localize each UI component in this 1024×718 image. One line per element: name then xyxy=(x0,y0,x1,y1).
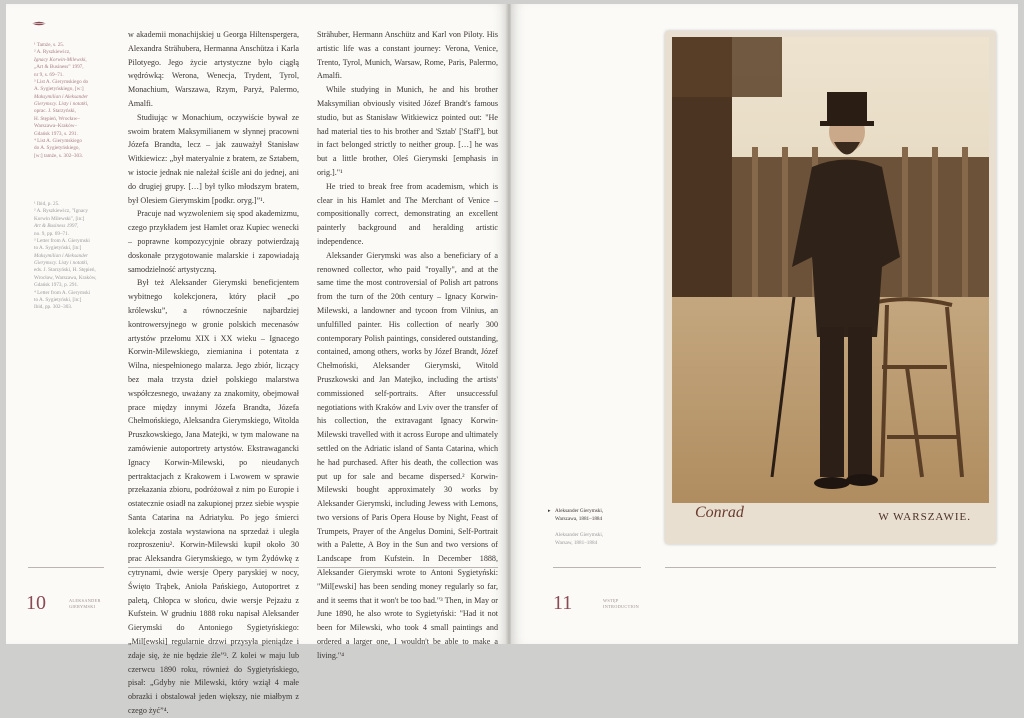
footnotes-english xyxy=(34,201,104,312)
caption-english xyxy=(555,532,645,547)
paragraph: Strähuber, Hermann Anschütz and Karl von Piloty. His artistic life was a constant journey: Verona, Venice, Trento, Tyrol, Munich, Warsaw, Rome, Paris, Palermo, Amalfi. xyxy=(317,30,498,81)
paragraph: Studiując w Monachium, oczywiście bywał ze swoim bratem Maksymilianem w słynnej pracowni Józefa Brandta, lecz – jak zauważył Stanisław Witkiewicz: „był materyalnie z bratem, ze Sztabem, w istocie jednak nie należał ściśle ani do jednej, ani do drugiej grupy. […] był tylko młodszym bratem, był Olesiem Gierymskim [podkr. oryg.]”¹. xyxy=(128,112,299,205)
footnote-line: Ignacy Korwin-Milewski, xyxy=(34,56,87,63)
footnote-line: oprac. J. Starzyński, xyxy=(34,108,76,115)
footnotes-polish xyxy=(34,42,104,160)
caption-line: Aleksander Gierymski, xyxy=(555,508,604,514)
footer-rule xyxy=(28,567,104,568)
footnote-line: [w:] tamże, s. 302–303. xyxy=(34,152,83,159)
footnote-line: ¹ Ibid, p. 25. xyxy=(34,201,60,207)
footnote-line: no. 9, pp. 69–71. xyxy=(34,230,70,237)
footer-rule xyxy=(553,567,641,568)
footnote-line: ⁴ Letter from A. Gierymski xyxy=(34,289,91,296)
footnote-line: Maksymilian i Aleksander xyxy=(34,93,89,100)
footnote-line: ³ List A. Gierymskiego do xyxy=(34,78,89,85)
running-head-line: GIERYMSKI xyxy=(69,604,96,609)
running-head xyxy=(69,598,101,610)
running-head-line: WSTĘP xyxy=(603,598,619,603)
footer-rule xyxy=(665,567,996,568)
paragraph: Aleksander Gierymski was also a beneficiary of a renowned collector, who paid "royally", and at the same time the most controversial of Polish art patrons from the turn of the 20th century – Ignacy Korwin-Milewski, a landowner and tycoon from Vilnius, an unfulfilled painter. His collection of nearly 300 contemporary Polish paintings, considered outstanding, contained, among others, works by Józef Brandt, Józef Chełmoński, Aleksander Gierymski, Witold Pruszkowski and Jan Matejko, including the artists' commissioned self-portraits. After unsuccessful negotiations with Kraków and Lviv over the transfer of his collection, the extravagant Ignacy Korwin-Milewski travelled with it across Europe and ultimately settled on the Adriatic island of Santa Catarina, which he had purchased. After his death, the collection was put up for sale and became dispersed.² Korwin-Milewski bought approximately 30 works by Aleksander Gierymski, including Jewess with Lemons, two versions of Paris Opera House by Night, Feast of Trumpets, Prayer of the Angelus Domini, Self-Portrait with a Palette, A Boy in the Sun and two versions of Landscape from Kufstein. In December 1888, Aleksander Gierymski wrote to Antoni Sygietyński: "Mil[ewski] has been sending money regularly so far, and it seems that it won't be too bad."³ Then, in May or June 1890, he also wrote to Sygietyński: "Had it not been for Milewski, who took 4 small paintings and ordered a larger one, I wouldn't be able to make a living."⁴ xyxy=(317,250,498,660)
footnote-line: Maksymilian i Aleksander xyxy=(34,252,89,259)
running-head-line: INTRODUCTION xyxy=(603,604,640,609)
paragraph: While studying in Munich, he and his brother Maksymilian obviously visited Józef Brandt's famous studio, but as Stanisław Witkiewicz pointed out: "He had material ties to his brother and 'Sztab' ['Staff'], but in fact belonged strictly to neither group. […] he was but a little brother, Oleś Gierymski [emphasis in orig.]."¹ xyxy=(317,85,498,177)
footnote-line: Gdańsk 1973, s. 291. xyxy=(34,130,78,137)
footnote-line: Warszawa–Kraków– xyxy=(34,123,78,130)
left-page xyxy=(6,4,507,716)
footnote-line: Wrocław, Warszawa, Kraków, xyxy=(34,274,97,281)
paragraph: Pracuje nad wyzwoleniem się spod akademizmu, czego przykładem jest Hamlet oraz Kupiec wenecki – poprawne kompozycyjnie obrazy potwierdzają doskonałe przygotowanie malarskie i zapowiadają samodzielność artystyczną. xyxy=(128,209,299,274)
caption-line: Aleksander Gierymski, xyxy=(555,532,604,538)
studio-imprint: W WARSZAWIE. xyxy=(878,511,971,523)
footnote-line: „Art & Business” 1997, xyxy=(34,64,84,71)
footnote-line: ² A. Ryszkiewicz, "Ignacy xyxy=(34,208,89,215)
paragraph: He tried to break free from academism, which is clear in his Hamlet and The Merchant of Venice – compositionally correct, demonstrating an excellent painterly background and heralding artistic independence. xyxy=(317,181,498,246)
footnote-line: A. Sygietyńskiego, [w:] xyxy=(34,86,84,93)
footnote-line: Gdańsk 1973, p. 291. xyxy=(34,282,79,289)
footnote-line: do A. Sygietyńskiego, xyxy=(34,145,80,152)
footer-rule xyxy=(128,567,299,568)
footnote-line: eds. J. Starzyński, H. Stępień, xyxy=(34,267,96,274)
footnote-line: ⁴ List A. Gierymskiego xyxy=(34,137,82,144)
footnote-line: ³ Letter from A. Gierymski xyxy=(34,237,90,244)
footnote-line: Korwin Milewski", [in:] xyxy=(34,215,85,222)
photo-card xyxy=(665,31,996,544)
paragraph: w akademii monachijskiej u Georga Hiltenspergera, Alexandra Strähubera, Hermanna Anschütza i Karla Pilotyego. Jego życie artystyczne było ciągłą wędrówką: Werona, Wenecja, Trydent, Tyrol, Monachium, Warszawa, Rzym, Paryż, Palermo, Amalfi. xyxy=(128,30,299,108)
page-number: 10 xyxy=(26,592,46,614)
footnote-line: to A. Sygietyński, [in:] xyxy=(34,245,82,252)
running-head-line: ALEKSANDER xyxy=(69,598,101,603)
footnote-line: Gierymscy. Listy i notatki, xyxy=(34,101,89,107)
footnote-line: ² A. Ryszkiewicz, xyxy=(34,49,71,56)
portrait-photograph xyxy=(672,37,989,503)
footnote-line: Gierymscy. Listy i notatki, xyxy=(34,260,89,266)
footnote-line: Art & Business 1997, xyxy=(34,223,79,230)
ornament-icon xyxy=(32,21,46,26)
footnote-line: ¹ Tamże, s. 25. xyxy=(34,42,65,48)
photographer-signature: Conrad xyxy=(695,504,744,521)
paragraph: Był też Aleksander Gierymski beneficjentem wybitnego kolekcjonera, który płacił „po królewsku”, a równocześnie najbardziej kontrowersyjnego w gronie polskich mecenasów artystów przełomu XIX i XX wieku – Ignacego Korwin-Milewskiego, ziemianina i potentata z Wilna, niespełnionego malarza. Jego zbiór, liczący bez mała trzysta dzieł polskiego malarstwa współczesnego, uważany za znakomity, obejmował prace między innymi Józefa Brandta, Józefa Chełmońskiego, Aleksandra Gierymskiego, Witolda Pruszkowskiego, Jana Matejki, w tym malowane na zamówienie autoportrety artystów. Ekstrawagancki Ignacy Korwin-Milewski, po nieudanych pertraktacjach z Krakowem i Lwowem w sprawie przekazania zbioru, podróżował z nim po Europie i ostatecznie osiadł na zakupionej przez siebie wyspie Santa Catarina na Adriatyku. Po jego śmierci kolekcja została wystawiona na sprzedaż i uległa rozproszeniu². Korwin-Milewski kupił około 30 prac Aleksandra Gierymskiego, w tym Żydówkę z cytrynami, dwie wersje Opery paryskiej w nocy, Święto Trąbek, Anioła Pańskiego, Autoportret z paletą, Chłopca w słońcu, dwie wersje Pejzażu z Kufstein. W grudniu 1888 roku napisał Aleksander Gierymski do Antoniego Sygietyńskiego: „Mil[ewski] regularnie drzwi przysyła pieniądze i zdaje się, że nie będzie źle”³. Z kolei w maju lub czerwcu 1890 roku, również do Sygietyńskiego, pisał: „Gdyby nie Milewski, który wziął 4 małe obrazki i obstalował jeden większy, nie miałbym z czego żyć”⁴. xyxy=(128,278,299,716)
footer-rule xyxy=(317,567,498,568)
footnote-line: H. Stępień, Wrocław– xyxy=(34,115,80,122)
footnote-line: Ibid, pp. 302–303. xyxy=(34,304,73,311)
right-page xyxy=(511,4,1018,644)
caption-marker-icon: ▸ xyxy=(548,509,551,514)
footnote-line: to A. Sygietyński, [in:] xyxy=(34,296,82,303)
running-head xyxy=(603,598,639,610)
caption-line: Warszawa, 1881–1884 xyxy=(555,515,603,522)
caption-polish xyxy=(548,508,645,523)
body-column-polish xyxy=(128,28,299,718)
page-number: 11 xyxy=(553,592,573,614)
footnote-line: nr 9, s. 69–71. xyxy=(34,71,64,78)
caption-line: Warsaw, 1881–1884 xyxy=(555,539,598,546)
